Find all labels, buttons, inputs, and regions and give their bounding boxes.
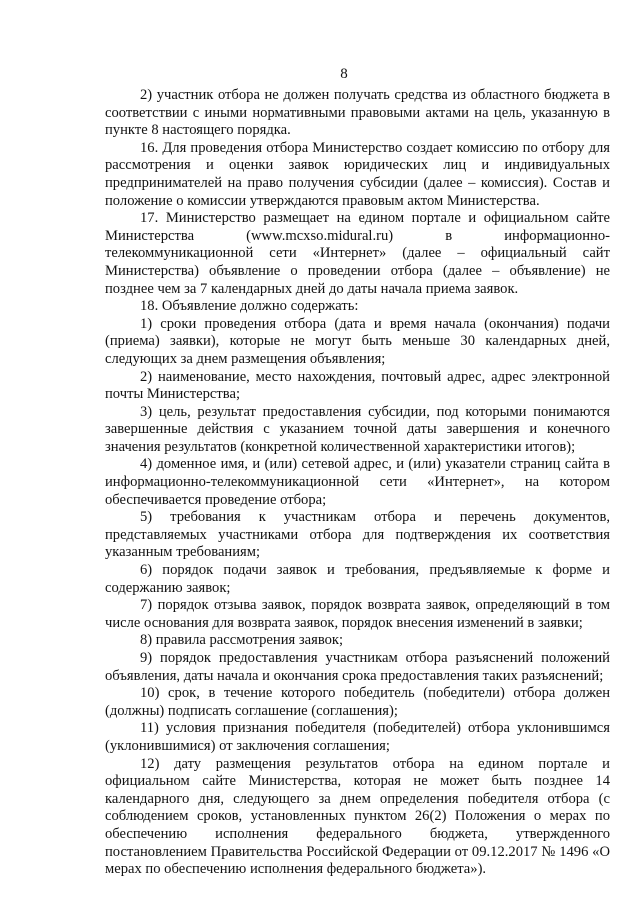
list-item-8-review-rules: 8) правила рассмотрения заявок; [140, 632, 344, 649]
list-item-11-evasion-conditions: 11) условия признания победителя (победителей) отбора уклонившимся (уклонившимися) от заключения соглашения; [105, 720, 610, 754]
page-number: 8 [340, 66, 348, 82]
list-item-9-clarifications: 9) порядок предоставления участникам отбора разъяснений положений объявления, даты начала и окончания срока предоставления таких разъяснений; [105, 650, 610, 684]
paragraph-17-announcement-publication: 17. Министерство размещает на едином портале и официальном сайте Министерства (www.mcxso.midural.ru) в информационно-телекоммуникационной сети «Интернет» (далее – официальный сайт Министерства) объявление о проведении отбора (далее – объявление) не позднее чем за 7 календарных дней до даты начала приема заявок. [105, 210, 610, 297]
list-item-12-results-publication: 12) дату размещения результатов отбора на едином портале и официальном сайте Министерства, которая не может быть позднее 14 календарного дня, следующего за днем определения победителя отбора (с соблюдением сроков, установленных пунктом 26(2) Положения о мерах по обеспечению исполнения федерального бюджета, утвержденного постановлением Правительства Российской Федерации от 09.12.2017 № 1496 «О мерах по обеспечению исполнения федерального бюджета»). [105, 755, 610, 878]
paragraph-18-announcement-content: 18. Объявление должно содержать: [140, 298, 359, 315]
list-item-6-application-procedure: 6) порядок подачи заявок и требования, предъявляемые к форме и содержанию заявок; [105, 562, 610, 596]
list-item-3-subsidy-goal: 3) цель, результат предоставления субсидии, под которыми понимаются завершенные действия с указанием точной даты завершения и конечного значения результатов (конкретной количественной характеристики итогов); [105, 403, 610, 455]
paragraph-item-2-participant-budget: 2) участник отбора не должен получать средства из областного бюджета в соответствии с иными нормативными правовыми актами на цель, указанную в пункте 8 настоящего порядка. [105, 87, 610, 139]
paragraph-16-commission: 16. Для проведения отбора Министерство создает комиссию по отбору для рассмотрения и оценки заявок юридических лиц и индивидуальных предпринимателей на право получения субсидии (далее – комиссия). Состав и положение о комиссии утверждаются правовым актом Министерства. [105, 139, 610, 209]
document-body [105, 87, 610, 879]
list-item-5-participant-requirements: 5) требования к участникам отбора и перечень документов, представляемых участниками отбора для подтверждения их соответствия указанным требованиям; [105, 509, 610, 561]
list-item-4-domain-name: 4) доменное имя, и (или) сетевой адрес, и (или) указатели страниц сайта в информационно-телекоммуникационной сети «Интернет», на котором обеспечивается проведение отбора; [105, 456, 610, 508]
list-item-7-withdrawal-procedure: 7) порядок отзыва заявок, порядок возврата заявок, определяющий в том числе основания для возврата заявок, порядок внесения изменений в заявки; [105, 597, 610, 631]
list-item-2-ministry-address: 2) наименование, место нахождения, почтовый адрес, адрес электронной почты Министерства; [105, 368, 610, 403]
list-item-1-deadlines: 1) сроки проведения отбора (дата и время начала (окончания) подачи (приема) заявки), которые не могут быть меньше 30 календарных дней, следующих за днем размещения объявления; [105, 315, 610, 367]
list-item-10-signing-deadline: 10) срок, в течение которого победитель (победители) отбора должен (должны) подписать соглашение (соглашения); [105, 685, 610, 719]
